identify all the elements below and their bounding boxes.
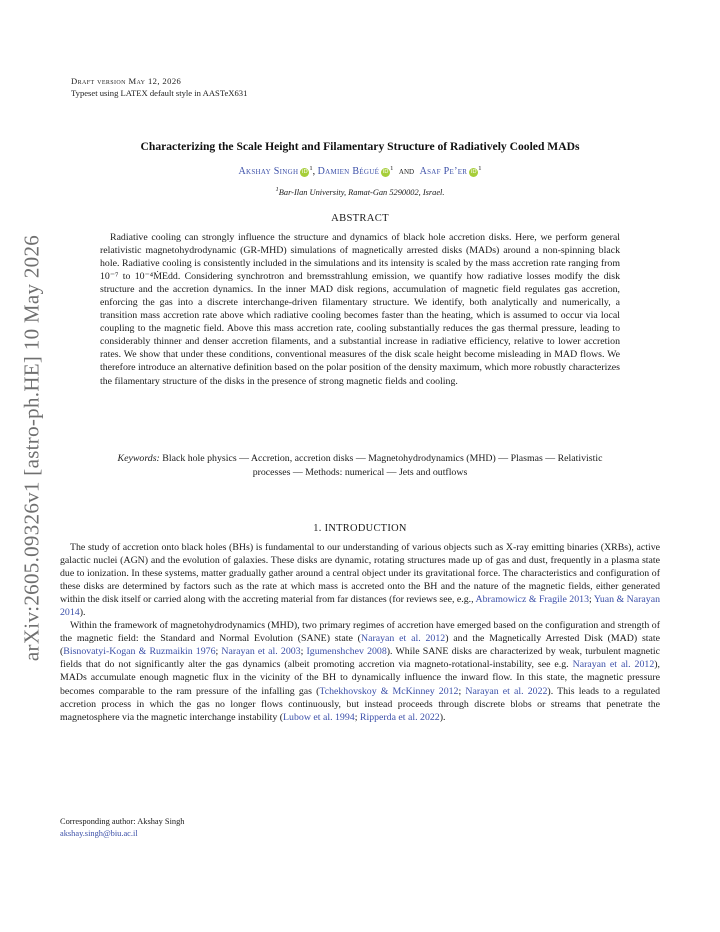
keywords (100, 452, 620, 479)
arxiv-id-text: arXiv:2605.09326v1 [astro-ph.HE] 10 May 2026 (19, 234, 44, 662)
author-affil-mark: 1 (390, 165, 394, 172)
intro-paragraph-1: The study of accretion onto black holes (BHs) is fundamental to our understanding of various objects such as X-ray emitting binaries (XRBs), active galactic nuclei (AGN) and the evolution of galaxies. These disks are dynamic, rotating structures made up of gas and dust, frequently in a plasma state due to ionization. In these systems, matter gradually gather around a central object under its gravitational force. The characteristics and configuration of these disks are determined by factors such as the rate at which mass is accreted onto the BH and the nature of the magnetic fields, either generated within the disk itself or carried along with the accreting material from far distances (for reviews see, e.g., Abramowicz & Fragile 2013; Yuan & Narayan 2014). (60, 542, 660, 619)
citation-link[interactable]: Bisnovatyi-Kogan & Ruzmaikin 1976 (63, 646, 216, 658)
section-heading: 1. INTRODUCTION (313, 523, 407, 534)
author-name[interactable]: Asaf Pe’er (419, 166, 468, 177)
orcid-icon[interactable]: iD (301, 169, 308, 175)
intro-paragraph-2: Within the framework of magnetohydrodynamics (MHD), two primary regimes of accretion have emerged based on the configuration and strength of the magnetic field: the Standard and Normal Evolution (SANE) state (Narayan et al. 2012) and the Magnetically Arrested Disk (MAD) state (Bisnovatyi-Kogan & Ruzmaikin 1976; Narayan et al. 2003; Igumenshchev 2008). While SANE disks are characterized by weak, turbulent magnetic fields that do not significantly alter the gas dynamics (albeit promoting accretion via magneto-rotational-instability, see e.g. Narayan et al. 2012), MADs accumulate enough magnetic flux in the vicinity of the BH to dynamically influence the inward flow. In this state, the magnetic pressure becomes comparable to the ram pressure of the infalling gas (Tchekhovskoy & McKinney 2012; Narayan et al. 2022). This leads to a regulated accretion process in which the gas no longer flows continuously, but instead proceeds through discrete blobs or streams that penetrate the magnetosphere via the magnetic interchange instability (Lubow et al. 1994; Ripperda et al. 2022). (60, 620, 661, 723)
citation-link[interactable]: Yuan & Narayan 2014 (60, 594, 660, 619)
abstract-text: Radiative cooling can strongly influence the structure and dynamics of black hole accretion disks. Here, we perform general relativistic magnetohydrodynamic (GR-MHD) simulations of magnetically arrested disks (MADs) around a non-spinning black hole. Radiative cooling is consistently included in the simulations and its intensity is scaled by the mass accretion rate ranging from 10⁻⁷ to 10⁻⁴ṀEdd. Considering synchrotron and bremsstrahlung emission, we quantify how radiative losses modify the disk structure and the accretion dynamics. In the inner MAD disk regions, accumulation of magnetic field regulates gas accretion, enforcing the gas into a discrete interchange-driven filamentary structure. We identify, both analytically and numerically, a transition mass accretion rate above which radiative cooling becomes faster than the heating, which is assumed to occur via local coupling to the magnetic field. Above this mass accretion rate, cooling substantially reduces the gas thermal pressure, leading to considerably thinner and denser accretion filaments, and a substantial increase in radiative efficiency, relative to lower accretion rates. We show that under these conditions, conventional measures of the disk scale height become misleading in MAD flows. We therefore introduce an alternative definition based on the polar position of the density maximum, which more robustly characterizes the filamentary structure of the disks in the presence of strong magnetic fields and cooling. (100, 232, 620, 387)
intro-p2-text: ). (439, 711, 446, 723)
corresponding-author-footnote (60, 816, 184, 840)
arxiv-identifier[interactable] (18, 228, 46, 668)
affiliation (60, 186, 660, 197)
intro-p1-text: The study of accretion onto black holes (BHs) is fundamental to our understanding of various objects such as X-ray emitting binaries (XRBs), active galactic nuclei (AGN) and the evolution of galaxies. These disks are dynamic, rotating structures made up of gas and dust, frequently in a plasma state due to ionization. In these systems, matter gradually gather around a central object under its gravitational force. The characteristics and configuration of these disks are determined by factors such as the rate at which mass is accreted onto the BH and the nature of the magnetic fields, either generated within the disk itself or carried along with the accreting material from far distances (for reviews see, e.g., (60, 542, 660, 606)
affiliation-mark: 1 (275, 186, 279, 193)
keywords-label: Keywords: (117, 453, 160, 464)
intro-p2-text: ). While SANE disks are characterized by weak, turbulent magnetic fields that do not significantly alter the gas dynamics (albeit promoting accretion via magneto-rotational-instability, see e.g. (60, 646, 660, 671)
intro-p2-text: ), MADs accumulate enough magnetic flux in the vicinity of the BH to dynamically influence the inward flow. In this state, the magnetic pressure becomes comparable to the ram pressure of the infalling gas ( (60, 659, 660, 697)
affiliation-text: Bar-Ilan University, Ramat-Gan 5290002, Israel. (278, 188, 445, 197)
author-name[interactable]: Damien Bégué (317, 166, 380, 177)
citation-link[interactable]: Lubow et al. 1994 (283, 711, 355, 723)
citation-link[interactable]: Narayan et al. 2012 (572, 659, 655, 671)
intro-p2-text: ) and the Magnetically Arrested Disk (MAD) state ( (60, 633, 661, 658)
author-name[interactable]: Akshay Singh (238, 166, 299, 177)
orcid-icon[interactable]: iD (382, 169, 389, 175)
intro-p2-text: ). This leads to a regulated accretion process in which the gas no longer flows continuously, but instead proceeds through discrete blobs or streams that penetrate the magnetosphere via the magnetic interchange instability ( (60, 685, 660, 723)
citation-link[interactable]: Narayan et al. 2012 (360, 633, 446, 645)
citation-link[interactable]: Narayan et al. 2003 (221, 646, 301, 658)
citation-link[interactable]: Tchekhovskoy & McKinney 2012 (319, 685, 459, 697)
corresponding-author-label: Corresponding author: Akshay Singh (60, 817, 185, 826)
introduction-body (60, 541, 660, 724)
citation-link[interactable]: Abramowicz & Fragile 2013 (475, 594, 589, 606)
intro-p2-text: Within the framework of magnetohydrodynamics (MHD), two primary regimes of accretion have emerged based on the configuration and strength of the magnetic field: the Standard and Normal Evolution (SANE) state ( (60, 620, 660, 645)
orcid-icon[interactable]: iD (470, 169, 477, 175)
citation-link[interactable]: Ripperda et al. 2022 (359, 711, 440, 723)
typeset-note: Typeset using LATEX default style in AASTeX631 (71, 88, 248, 98)
abstract-heading: ABSTRACT (331, 213, 389, 224)
author-affil-mark: 1 (309, 165, 313, 172)
author-list: Akshay Singh iD $^1$, Damien Bégué iD $^1$ and Asaf Pe’er iD $^1$ (238, 165, 482, 177)
authors-and: and (398, 166, 415, 177)
author-email-link[interactable]: akshay.singh@biu.ac.il (60, 829, 138, 838)
author-affil-mark: 1 (478, 165, 482, 172)
paper-title: Characterizing the Scale Height and Filamentary Structure of Radiatively Cooled MADs (140, 140, 580, 153)
citation-link[interactable]: Narayan et al. 2022 (465, 685, 548, 697)
citation-link[interactable]: Igumenshchev 2008 (306, 646, 387, 658)
draft-version: Draft version May 12, 2026 (71, 76, 182, 86)
keywords-text: Black hole physics — Accretion, accretion disks — Magnetohydrodynamics (MHD) — Plasmas — Relativistic processes — Methods: numerical — Jets and outflows (162, 453, 603, 478)
